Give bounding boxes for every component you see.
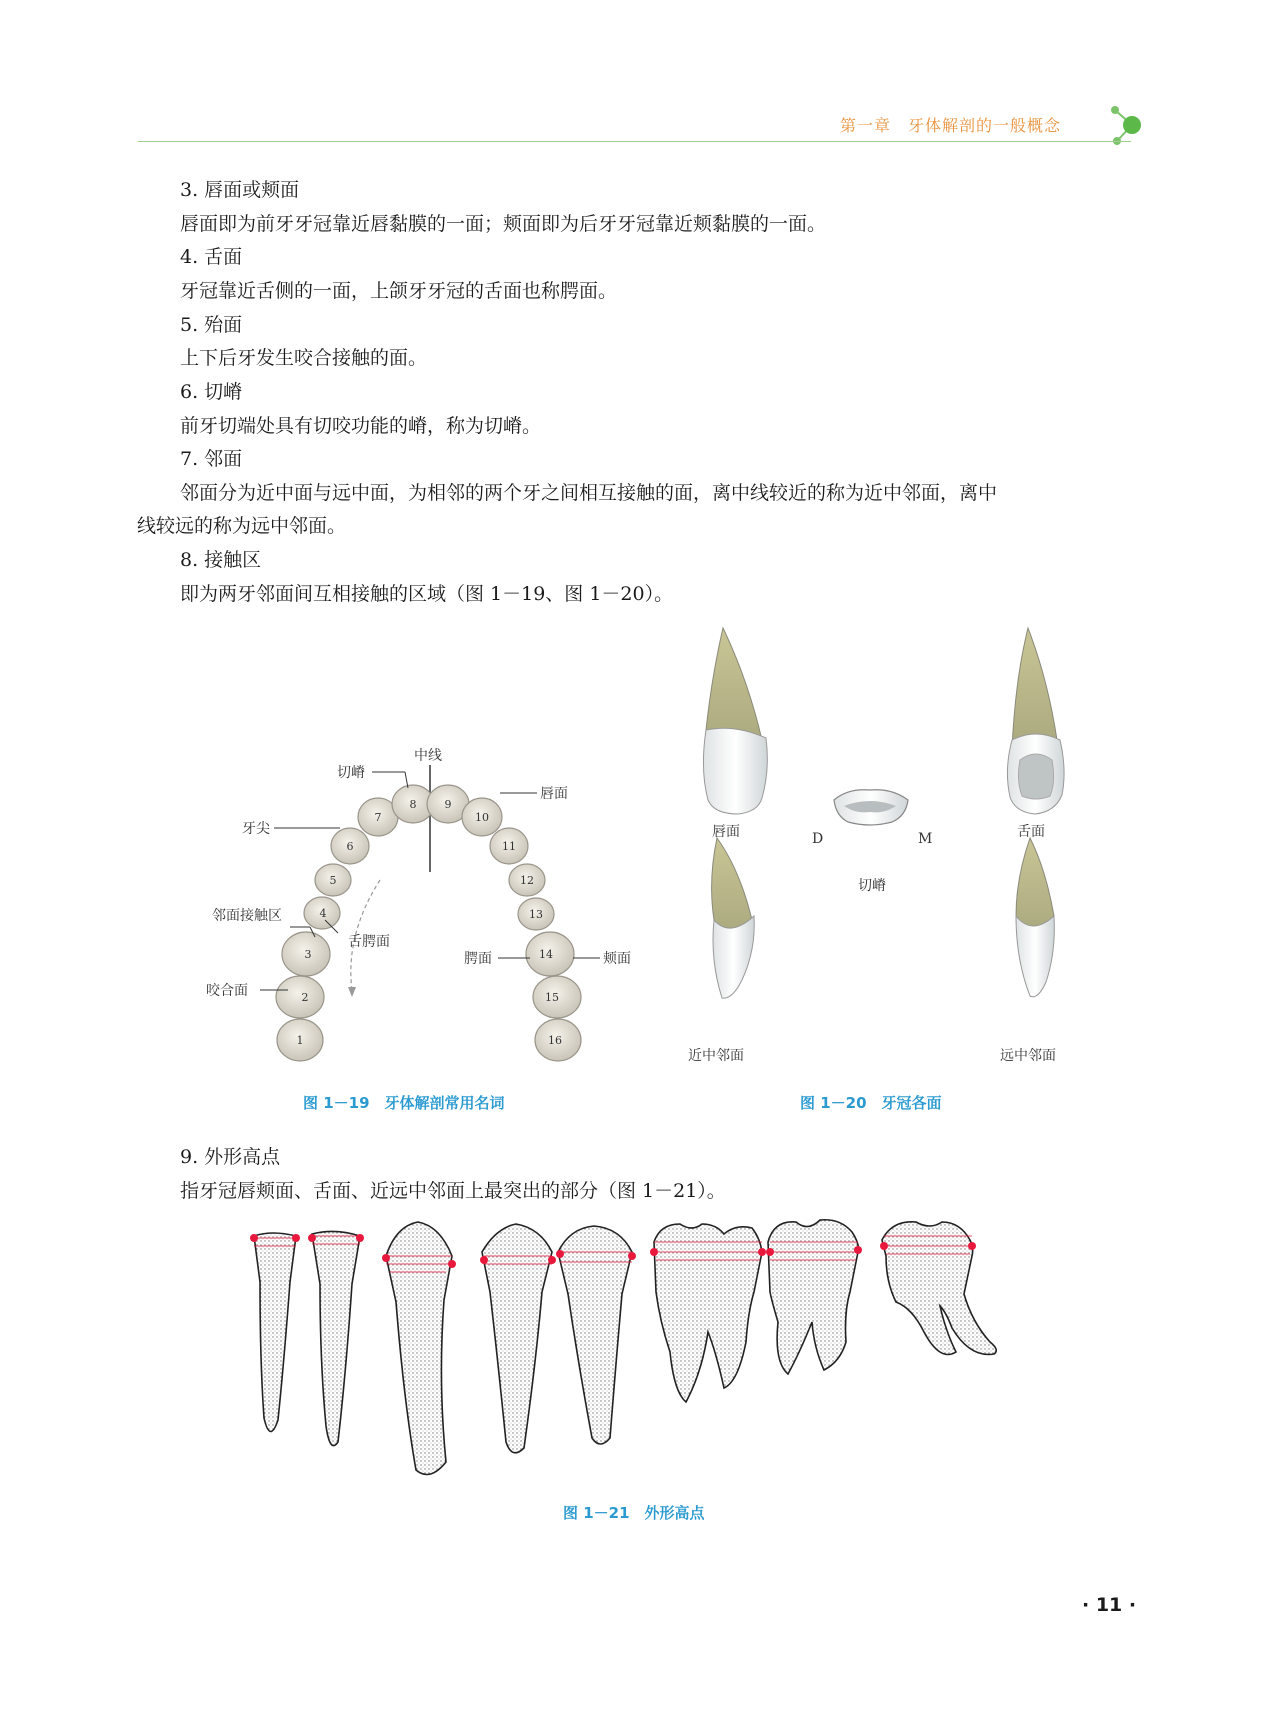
tooth-canine — [386, 1222, 452, 1475]
tooth-number-11: 11 — [502, 840, 516, 853]
tooth-number-7: 7 — [374, 811, 382, 824]
section-text-7-line1: 邻面分为近中面与远中面，为相邻的两个牙之间相互接触的面，离中线较近的称为近中邻面，离中 — [180, 482, 998, 504]
figure-1-20-crown-surfaces — [670, 620, 1090, 1070]
tooth-mesial-view — [712, 838, 755, 998]
tooth-number-5: 5 — [329, 874, 337, 887]
label-lingual-surface: 舌面 — [1017, 824, 1045, 840]
tooth-lingual-view — [1007, 628, 1064, 814]
section-heading-6: 6. 切嵴 — [180, 381, 243, 403]
label-incisal-ridge-view: 切嵴 — [858, 878, 886, 894]
tooth-lower-central-incisor — [254, 1233, 296, 1432]
section-text-3: 唇面即为前牙牙冠靠近唇黏膜的一面；颊面即为后牙牙冠靠近颊黏膜的一面。 — [180, 213, 827, 235]
tooth-number-13: 13 — [529, 908, 543, 921]
label-occlusal: 咬合面 — [206, 983, 248, 999]
tooth-third-molar — [882, 1222, 996, 1355]
figure-1-21-caption: 图 1－21 外形高点 — [563, 1504, 705, 1522]
tooth-distal-view — [1016, 838, 1054, 997]
label-d: D — [812, 831, 824, 847]
label-midline: 中线 — [414, 748, 442, 764]
tooth-second-molar — [768, 1220, 858, 1374]
label-cusp: 牙尖 — [242, 821, 270, 837]
tooth-number-15: 15 — [545, 991, 559, 1004]
figure-1-19-dental-arch — [200, 735, 660, 1075]
label-labial-surface: 唇面 — [712, 824, 740, 840]
section-heading-9: 9. 外形高点 — [180, 1146, 281, 1168]
section-heading-3: 3. 唇面或颊面 — [180, 179, 300, 201]
tooth-number-2: 2 — [301, 991, 309, 1004]
section-heading-7: 7. 邻面 — [180, 448, 243, 470]
tooth-first-premolar — [482, 1224, 552, 1453]
figure-1-19-caption: 图 1－19 牙体解剖常用名词 — [303, 1094, 505, 1112]
section-heading-5: 5. 殆面 — [180, 314, 243, 336]
figure-1-21-height-of-contour — [240, 1212, 1040, 1492]
tooth-number-1: 1 — [296, 1034, 304, 1047]
tooth-number-6: 6 — [346, 840, 354, 853]
tooth-lower-lateral-incisor — [312, 1231, 360, 1445]
page-number: · 11 · — [1082, 1594, 1137, 1616]
label-palatal: 腭面 — [464, 951, 492, 967]
tooth-number-4: 4 — [319, 907, 327, 920]
label-mesial-surface: 近中邻面 — [688, 1048, 744, 1064]
tooth-number-3: 3 — [304, 948, 312, 961]
tooth-number-14: 14 — [539, 948, 553, 961]
tooth-incisal-view — [834, 790, 908, 825]
tooth-second-premolar — [558, 1226, 632, 1444]
label-incisal-ridge: 切嵴 — [337, 765, 365, 781]
tooth-number-16: 16 — [548, 1034, 562, 1047]
section-heading-4: 4. 舌面 — [180, 246, 243, 268]
tooth-number-8: 8 — [409, 798, 417, 811]
figure-1-20-caption: 图 1－20 牙冠各面 — [800, 1094, 942, 1112]
section-text-4: 牙冠靠近舌侧的一面，上颌牙牙冠的舌面也称腭面。 — [180, 280, 618, 302]
section-text-7-line2: 线较远的称为远中邻面。 — [137, 515, 347, 537]
header-rule — [138, 141, 1131, 142]
label-m: M — [918, 831, 933, 847]
label-labial: 唇面 — [540, 786, 568, 802]
label-buccal: 颊面 — [603, 951, 631, 967]
label-distal-surface: 远中邻面 — [1000, 1048, 1056, 1064]
section-text-9: 指牙冠唇颊面、舌面、近远中邻面上最突出的部分（图 1－21）。 — [180, 1180, 726, 1202]
section-text-5: 上下后牙发生咬合接触的面。 — [180, 347, 428, 369]
section-text-6: 前牙切端处具有切咬功能的嵴，称为切嵴。 — [180, 415, 542, 437]
tooth-labial-view — [703, 628, 767, 814]
tooth-number-9: 9 — [444, 798, 452, 811]
tooth-number-10: 10 — [475, 811, 489, 824]
label-contact-area: 邻面接触区 — [212, 908, 282, 924]
section-heading-8: 8. 接触区 — [180, 549, 262, 571]
tooth-number-12: 12 — [520, 874, 534, 887]
tooth-first-molar — [654, 1224, 762, 1402]
label-lingual-palatal: 舌腭面 — [348, 934, 390, 950]
chapter-title: 第一章 牙体解剖的一般概念 — [840, 116, 1062, 135]
tooth-2 — [276, 976, 324, 1018]
section-text-8: 即为两牙邻面间互相接触的区域（图 1－19、图 1－20）。 — [180, 583, 674, 605]
tooth-group — [276, 785, 581, 1061]
